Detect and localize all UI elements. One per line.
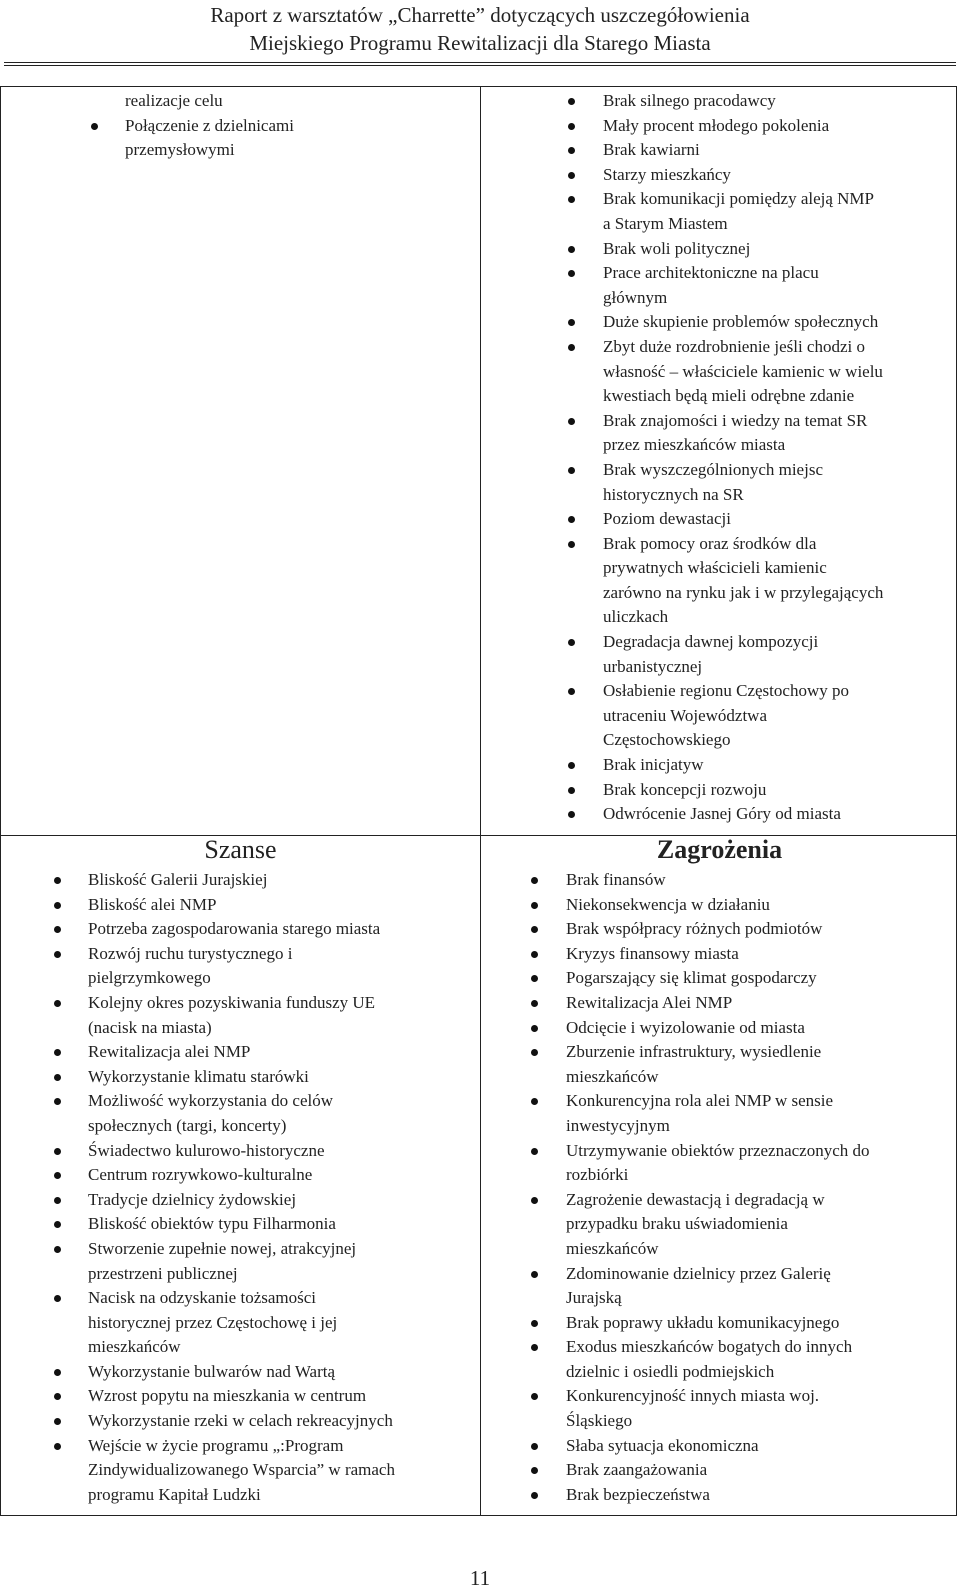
bullet-icon [54, 1049, 61, 1056]
list-item-line: Rozwój ruchu turystycznego i [88, 943, 293, 963]
list-item-line: (nacisk na miasta) [88, 1017, 212, 1037]
bullet-icon [568, 467, 575, 474]
bullet-icon [531, 1443, 538, 1450]
list-item-line: historycznych na SR [603, 484, 744, 504]
list-item [88, 1286, 478, 1360]
list-item [566, 1262, 951, 1311]
threats-cell [566, 868, 951, 1507]
bullet-icon [531, 877, 538, 884]
list-item-line: historycznej przez Częstochowę i jej [88, 1312, 338, 1332]
list-item-line: Niekonsekwencja w działaniu [566, 894, 770, 914]
list-item-line: Exodus mieszkańców bogatych do innych [566, 1337, 853, 1357]
list-item-line: Brak znajomości i wiedzy na temat SR [603, 410, 868, 430]
list-item [88, 1434, 478, 1508]
list-item [88, 1139, 478, 1164]
list-item-line: Odwrócenie Jasnej Góry od miasta [603, 804, 841, 824]
list-item-line: społecznych (targi, koncerty) [88, 1115, 287, 1135]
list-item-line: Śląskiego [566, 1411, 633, 1431]
bullet-icon [54, 877, 61, 884]
list-item-line: Degradacja dawnej kompozycji [603, 632, 819, 652]
bullet-icon [568, 516, 575, 523]
opportunities-list [88, 868, 478, 1507]
list-item-line: Wykorzystanie klimatu starówki [88, 1066, 309, 1086]
list-item [603, 261, 948, 310]
list-item-line: Połączenie z dzielnicami [125, 115, 294, 135]
bullet-icon [568, 98, 575, 105]
list-item [566, 1188, 951, 1262]
list-item-line: uliczkach [603, 607, 669, 627]
bullet-icon [531, 902, 538, 909]
header-rule-top [4, 62, 956, 63]
list-item [88, 1089, 478, 1138]
list-item-line: inwestycyjnym [566, 1115, 670, 1135]
list-item-line: przestrzeni publicznej [88, 1263, 238, 1283]
list-item [603, 89, 948, 114]
list-item-line: mieszkańców [88, 1337, 181, 1357]
bullet-icon [54, 902, 61, 909]
bullet-icon [568, 196, 575, 203]
list-item [603, 310, 948, 335]
list-item-line: przypadku braku uświadomienia [566, 1214, 788, 1234]
list-item-line: Centrum rozrywkowo-kulturalne [88, 1165, 313, 1185]
bullet-icon [568, 541, 575, 548]
bullet-icon [531, 1344, 538, 1351]
bullet-icon [54, 1295, 61, 1302]
list-item-line: Rewitalizacja alei NMP [88, 1042, 251, 1062]
bullet-icon [568, 811, 575, 818]
top-right-cell [603, 89, 948, 827]
list-item [88, 942, 478, 991]
list-item-line: Zindywidualizowanego Wsparcia” w ramach [88, 1460, 395, 1480]
list-item [603, 679, 948, 753]
list-item-line: a Starym Miastem [603, 213, 728, 233]
bullet-icon [531, 975, 538, 982]
list-item-line: Rewitalizacja Alei NMP [566, 992, 733, 1012]
page-number: 11 [469, 1566, 491, 1590]
list-item [566, 1458, 951, 1483]
list-item-line: Odcięcie i wyizolowanie od miasta [566, 1017, 805, 1037]
list-item-line: pielgrzymkowego [88, 968, 211, 988]
list-item-line: Konkurencyjna rola alei NMP w sensie [566, 1091, 834, 1111]
list-item-line: Brak finansów [566, 870, 666, 889]
list-item-line: Kryzys finansowy miasta [566, 943, 739, 963]
list-item-line: Zagrożenie dewastacją i degradacją w [566, 1189, 825, 1209]
list-item-line: Prace architektoniczne na placu [603, 263, 819, 283]
bullet-icon [54, 1074, 61, 1081]
bullet-icon [568, 147, 575, 154]
list-item-line: prywatnych właścicieli kamienic [603, 558, 827, 578]
szanse-heading: Szanse [204, 835, 277, 864]
bullet-icon [568, 344, 575, 351]
zagrozenia-heading: Zagrożenia [656, 835, 783, 864]
list-item-line: przemysłowymi [125, 140, 235, 160]
bullet-icon [531, 1049, 538, 1056]
bullet-icon [531, 1393, 538, 1400]
bullet-icon [54, 1148, 61, 1155]
list-item [603, 458, 948, 507]
bullet-icon [54, 1172, 61, 1179]
list-item [88, 893, 478, 918]
list-item-line: Brak komunikacji pomiędzy aleją NMP [603, 189, 874, 209]
bullet-icon [531, 1467, 538, 1474]
list-item-line: Słaba sytuacja ekonomiczna [566, 1435, 759, 1455]
list-item-line: Brak zaangażowania [566, 1460, 708, 1480]
list-item-line: Jurajską [566, 1288, 622, 1308]
list-item-line: Stworzenie zupełnie nowej, atrakcyjnej [88, 1238, 357, 1258]
list-item-line: Brak inicjatyw [603, 755, 704, 775]
bullet-icon [54, 1098, 61, 1105]
list-item [566, 868, 951, 893]
list-item-line: Bliskość alei NMP [88, 894, 217, 914]
list-item [603, 778, 948, 803]
list-item-line: mieszkańców [566, 1238, 659, 1258]
list-item-line: Brak wyszczególnionych miejsc [603, 459, 823, 479]
list-item [603, 802, 948, 827]
bullet-icon [531, 1000, 538, 1007]
list-item [88, 917, 478, 942]
bullet-icon [531, 1098, 538, 1105]
list-item-line: Brak pomocy oraz środków dla [603, 533, 817, 553]
list-item-line: Potrzeba zagospodarowania starego miasta [88, 919, 381, 939]
list-item [88, 1237, 478, 1286]
list-item [566, 1089, 951, 1138]
list-item-line: Możliwość wykorzystania do celów [88, 1091, 334, 1111]
list-item-line: Zburzenie infrastruktury, wysiedlenie [566, 1042, 822, 1062]
column-divider [480, 87, 481, 1515]
list-item-line: Zdominowanie dzielnicy przez Galerię [566, 1263, 831, 1283]
bullet-icon [531, 1148, 538, 1155]
list-item [566, 1139, 951, 1188]
list-item [88, 991, 478, 1040]
list-item [566, 1335, 951, 1384]
list-item [88, 1212, 478, 1237]
list-item [88, 1409, 478, 1434]
bullet-icon [568, 123, 575, 130]
bullet-icon [568, 172, 575, 179]
list-item-line: rozbiórki [566, 1165, 629, 1185]
list-item-line: Duże skupienie problemów społecznych [603, 312, 879, 332]
list-item-line: kwestiach będą mieli odrębne zdanie [603, 386, 855, 406]
bullet-icon [531, 1492, 538, 1499]
bullet-icon [54, 1197, 61, 1204]
list-item-line: Świadectwo kulurowo-historyczne [88, 1140, 325, 1160]
bullet-icon [531, 1197, 538, 1204]
bullet-icon [54, 951, 61, 958]
list-item [566, 942, 951, 967]
bullet-icon [54, 1418, 61, 1425]
bullet-icon [54, 1246, 61, 1253]
list-item-line: urbanistycznej [603, 656, 703, 676]
list-item-line: Zbyt duże rozdrobnienie jeśli chodzi o [603, 336, 865, 356]
bullet-icon [54, 1000, 61, 1007]
list-item [88, 1384, 478, 1409]
list-item [88, 1360, 478, 1385]
list-item [603, 335, 948, 409]
list-item-line: Brak poprawy układu komunikacyjnego [566, 1312, 840, 1332]
list-item-line: Konkurencyjność innych miasta woj. [566, 1386, 820, 1406]
list-item [566, 966, 951, 991]
bullet-icon [568, 787, 575, 794]
list-item-line: zarówno na rynku jak i w przylegających [603, 582, 884, 602]
list-item-line: Utrzymywanie obiektów przeznaczonych do [566, 1140, 870, 1160]
list-item-line: Wykorzystanie bulwarów nad Wartą [88, 1361, 336, 1381]
bullet-icon [531, 1271, 538, 1278]
bullet-icon [54, 1221, 61, 1228]
list-item [566, 1311, 951, 1336]
list-item-line: Brak bezpieczeństwa [566, 1484, 710, 1504]
list-item-line: Bliskość Galerii Jurajskiej [88, 870, 268, 889]
bullet-icon [568, 688, 575, 695]
list-item-line: Pogarszający się klimat gospodarczy [566, 968, 817, 988]
list-item [603, 163, 948, 188]
list-item-line: Nacisk na odzyskanie tożsamości [88, 1288, 317, 1308]
list-item [603, 237, 948, 262]
threats-list [566, 868, 951, 1507]
list-item-line: Osłabienie regionu Częstochowy po [603, 681, 849, 701]
continuation-line: realizacje celu [125, 91, 223, 110]
list-item [566, 991, 951, 1016]
list-item-line: Wykorzystanie rzeki w celach rekreacyjnych [88, 1411, 393, 1431]
bullet-icon [54, 926, 61, 933]
list-item [603, 114, 948, 139]
page-header [0, 0, 960, 57]
list-item [88, 1065, 478, 1090]
bullet-icon [54, 1369, 61, 1376]
bullet-icon [568, 246, 575, 253]
list-item [125, 114, 465, 163]
list-item-line: Mały procent młodego pokolenia [603, 115, 830, 135]
list-item [566, 1040, 951, 1089]
header-title-line1: Raport z warsztatów „Charrette” dotyczących uszczegółowienia [210, 3, 750, 27]
list-item-line: przez mieszkańców miasta [603, 435, 786, 455]
bullet-icon [531, 926, 538, 933]
header-title-line2: Miejskiego Programu Rewitalizacji dla Starego Miasta [249, 31, 711, 55]
list-item-line: Bliskość obiektów typu Filharmonia [88, 1214, 336, 1234]
list-item-line: Kolejny okres pozyskiwania funduszy UE [88, 992, 376, 1012]
bullet-icon [91, 123, 98, 130]
list-item [603, 507, 948, 532]
list-item-line: Brak kawiarni [603, 140, 700, 160]
list-item-line: utraceniu Województwa [603, 705, 768, 725]
list-item-line: Częstochowskiego [603, 730, 731, 750]
swot-table [0, 86, 957, 1516]
list-item-line: Brak silnego pracodawcy [603, 91, 776, 110]
list-item [88, 1188, 478, 1213]
list-item-line: programu Kapitał Ludzki [88, 1484, 261, 1504]
list-item-line: własność – właściciele kamienic w wielu [603, 361, 883, 381]
opportunities-cell [88, 868, 478, 1507]
bullet-icon [54, 1443, 61, 1450]
bullet-icon [531, 951, 538, 958]
list-item-line: Starzy mieszkańcy [603, 164, 731, 184]
weaknesses-list [603, 89, 948, 827]
list-item-line: Wejście w życie programu „:Program [88, 1435, 344, 1455]
list-item [603, 187, 948, 236]
list-item-line: dzielnic i osiedli podmiejskich [566, 1361, 775, 1381]
list-item [566, 917, 951, 942]
top-left-cell [125, 89, 465, 163]
bullet-icon [568, 418, 575, 425]
top-left-list [125, 114, 465, 163]
list-item [603, 630, 948, 679]
list-item [566, 1434, 951, 1459]
bullet-icon [568, 319, 575, 326]
bullet-icon [531, 1025, 538, 1032]
list-item [603, 409, 948, 458]
list-item-line: mieszkańców [566, 1066, 659, 1086]
list-item-line: Brak współpracy różnych podmiotów [566, 919, 823, 939]
list-item [88, 868, 478, 893]
list-item [88, 1163, 478, 1188]
list-item [566, 893, 951, 918]
bullet-icon [54, 1393, 61, 1400]
list-item [88, 1040, 478, 1065]
bullet-icon [568, 270, 575, 277]
bullet-icon [531, 1320, 538, 1327]
list-item [603, 753, 948, 778]
list-item-line: Wzrost popytu na mieszkania w centrum [88, 1386, 367, 1406]
list-item-line: głównym [603, 287, 668, 307]
list-item [566, 1016, 951, 1041]
list-item [603, 138, 948, 163]
bullet-icon [568, 762, 575, 769]
header-rule-bottom [4, 65, 956, 66]
list-item-line: Brak koncepcji rozwoju [603, 779, 767, 799]
bullet-icon [568, 639, 575, 646]
list-item-line: Brak woli politycznej [603, 238, 751, 258]
list-item [566, 1384, 951, 1433]
list-item [603, 532, 948, 630]
list-item-line: Tradycje dzielnicy żydowskiej [88, 1189, 297, 1209]
list-item-line: Poziom dewastacji [603, 509, 731, 529]
list-item [566, 1483, 951, 1508]
